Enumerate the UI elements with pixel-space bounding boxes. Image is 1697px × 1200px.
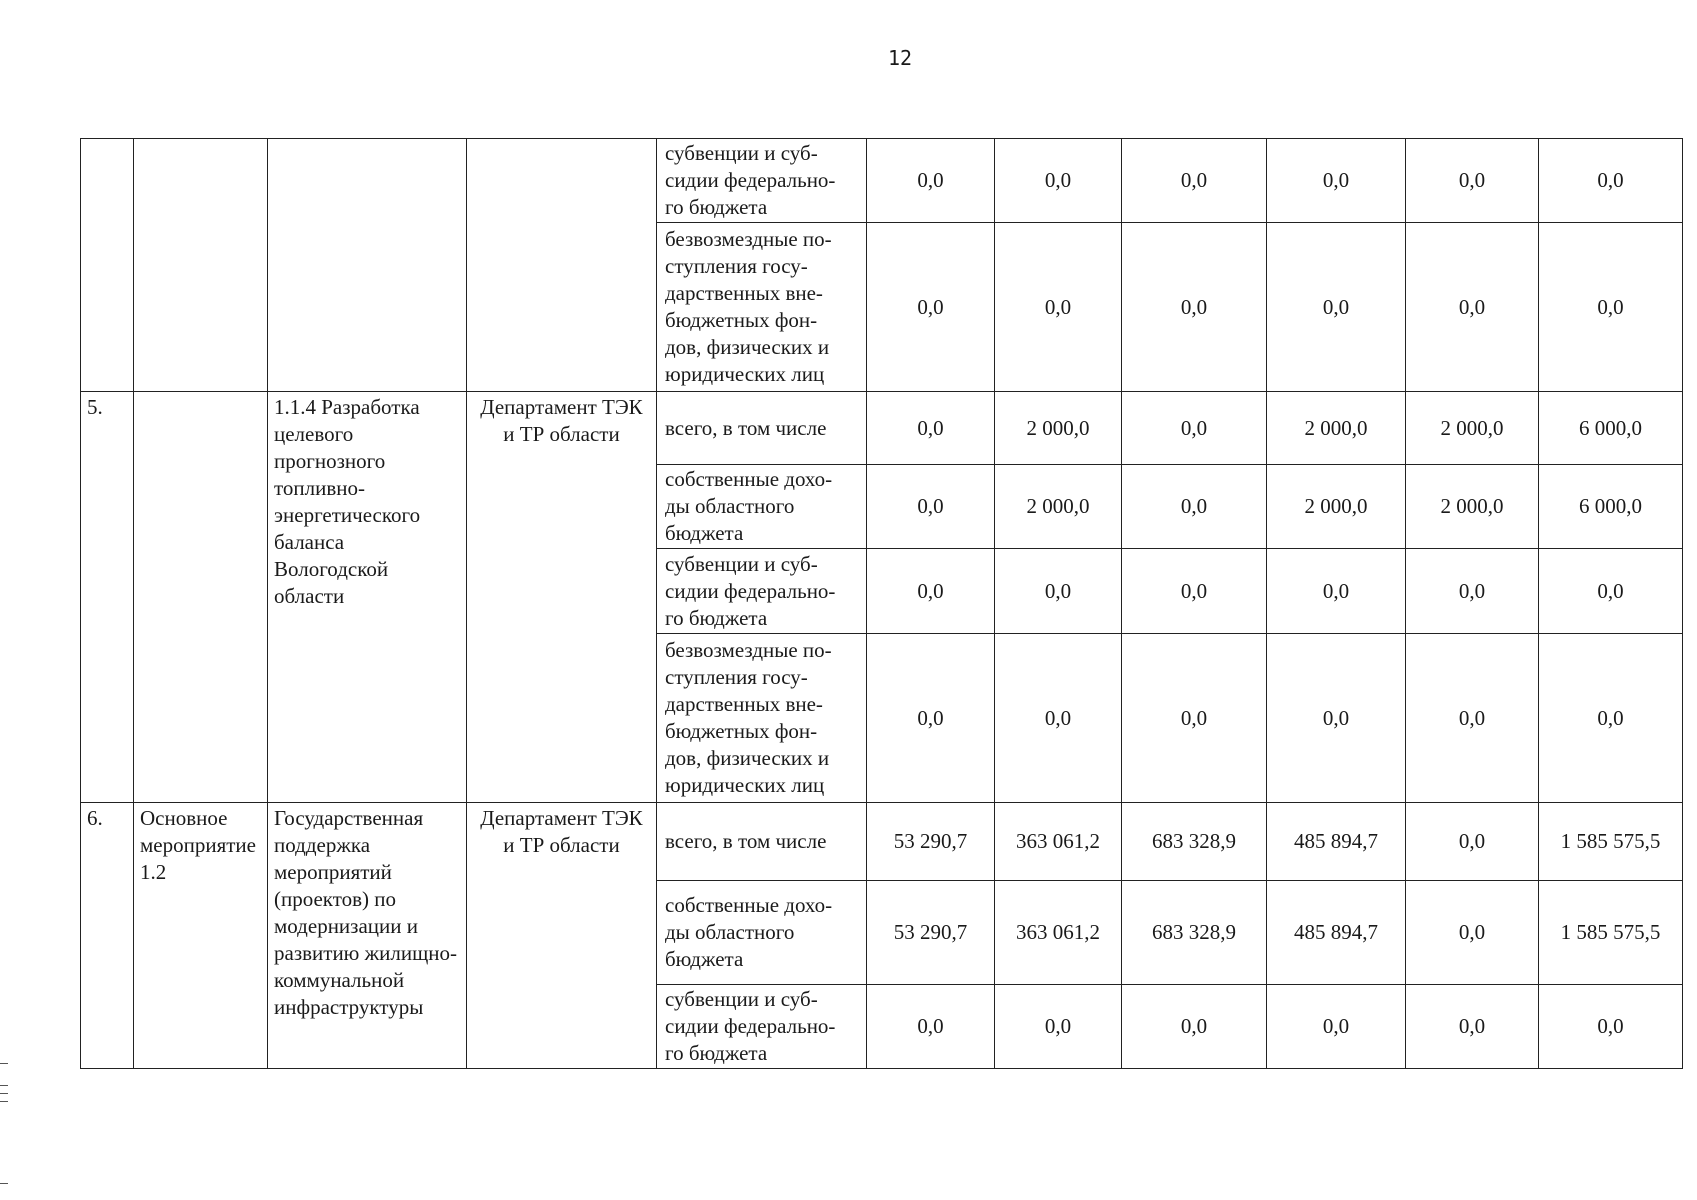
table-row xyxy=(81,392,1683,465)
page-number: 12 xyxy=(887,46,913,70)
amount-cell: 0,0 xyxy=(1539,223,1683,392)
amount-cell: 2 000,0 xyxy=(1267,465,1406,549)
amount-cell: 0,0 xyxy=(995,985,1122,1069)
funding-source-cell xyxy=(657,392,867,465)
amount-cell: 0,0 xyxy=(1267,139,1406,223)
amount-cell: 53 290,7 xyxy=(867,803,995,881)
amount-cell: 0,0 xyxy=(1406,139,1539,223)
margin-mark xyxy=(0,1085,8,1086)
funding-source-line: юридических лиц xyxy=(665,773,825,797)
amount-cell: 0,0 xyxy=(867,634,995,803)
funding-source-cell xyxy=(657,803,867,881)
budget-table xyxy=(80,138,1683,1069)
amount-cell: 0,0 xyxy=(1539,139,1683,223)
funding-source-line: бюджетных фон- xyxy=(665,719,818,743)
amount-cell: 0,0 xyxy=(995,549,1122,634)
margin-mark xyxy=(0,1093,8,1094)
amount-cell: 0,0 xyxy=(1539,985,1683,1069)
amount-cell: 0,0 xyxy=(1406,881,1539,985)
event-name-cell: Государственная поддержка мероприятий (проектов) по модернизации и развитию жилищно-коммунальной инфраструктуры xyxy=(268,803,467,1069)
amount-cell: 363 061,2 xyxy=(995,803,1122,881)
amount-cell: 683 328,9 xyxy=(1122,803,1267,881)
funding-source-line: бюджетных фон- xyxy=(665,308,818,332)
amount-cell: 0,0 xyxy=(1406,223,1539,392)
amount-cell: 0,0 xyxy=(1267,223,1406,392)
funding-source-line: дов, физических и xyxy=(665,335,830,359)
amount-cell: 0,0 xyxy=(1122,139,1267,223)
funding-source-line: дарственных вне- xyxy=(665,281,823,305)
amount-cell: 1 585 575,5 xyxy=(1539,881,1683,985)
amount-cell: 6 000,0 xyxy=(1539,392,1683,465)
amount-cell: 0,0 xyxy=(1539,549,1683,634)
funding-source-line: субвенции и суб- xyxy=(665,987,818,1011)
amount-cell: 0,0 xyxy=(1267,634,1406,803)
funding-source-cell xyxy=(657,634,867,803)
amount-cell: 485 894,7 xyxy=(1267,803,1406,881)
amount-cell: 0,0 xyxy=(867,392,995,465)
margin-mark xyxy=(0,1101,8,1102)
amount-cell: 363 061,2 xyxy=(995,881,1122,985)
funding-source-cell xyxy=(657,881,867,985)
amount-cell: 1 585 575,5 xyxy=(1539,803,1683,881)
funding-source-cell xyxy=(657,549,867,634)
amount-cell: 683 328,9 xyxy=(1122,881,1267,985)
amount-cell: 0,0 xyxy=(1122,223,1267,392)
amount-cell: 485 894,7 xyxy=(1267,881,1406,985)
event-name-cell xyxy=(268,139,467,392)
row-number-cell: 6. xyxy=(81,803,134,1069)
table-body xyxy=(81,139,1683,1069)
executor-cell: Департамент ТЭК и ТР области xyxy=(467,803,657,1069)
amount-cell: 2 000,0 xyxy=(1267,392,1406,465)
amount-cell: 0,0 xyxy=(1267,549,1406,634)
funding-source-line: собственные дохо- xyxy=(665,893,833,917)
amount-cell: 53 290,7 xyxy=(867,881,995,985)
amount-cell: 0,0 xyxy=(1406,549,1539,634)
amount-cell: 0,0 xyxy=(1406,985,1539,1069)
amount-cell: 2 000,0 xyxy=(995,392,1122,465)
amount-cell: 2 000,0 xyxy=(1406,392,1539,465)
amount-cell: 0,0 xyxy=(1122,634,1267,803)
funding-source-line: безвозмездные по- xyxy=(665,638,832,662)
funding-source-cell xyxy=(657,223,867,392)
amount-cell: 0,0 xyxy=(1406,634,1539,803)
event-cell xyxy=(134,139,268,392)
amount-cell: 0,0 xyxy=(1122,392,1267,465)
table-row xyxy=(81,139,1683,223)
amount-cell: 0,0 xyxy=(867,549,995,634)
amount-cell: 0,0 xyxy=(867,223,995,392)
funding-source-cell xyxy=(657,139,867,223)
amount-cell: 0,0 xyxy=(1122,465,1267,549)
funding-source-line: ступления госу- xyxy=(665,254,808,278)
amount-cell: 0,0 xyxy=(995,223,1122,392)
funding-source-line: сидии федерально- xyxy=(665,578,836,603)
funding-source-line: дов, физических и xyxy=(665,746,830,770)
executor-cell xyxy=(467,139,657,392)
row-number-cell: 5. xyxy=(81,392,134,803)
funding-source-cell xyxy=(657,985,867,1069)
amount-cell: 0,0 xyxy=(1122,985,1267,1069)
amount-cell: 2 000,0 xyxy=(995,465,1122,549)
funding-source-line: всего, в том числе xyxy=(665,415,827,440)
table-row xyxy=(81,803,1683,881)
funding-source-line: го бюджета xyxy=(665,1041,768,1065)
amount-cell: 0,0 xyxy=(867,985,995,1069)
funding-source-line: юридических лиц xyxy=(665,362,825,386)
row-number-cell xyxy=(81,139,134,392)
amount-cell: 0,0 xyxy=(1539,634,1683,803)
event-cell: Основное мероприятие 1.2 xyxy=(134,803,268,1069)
amount-cell: 0,0 xyxy=(867,139,995,223)
funding-source-line: бюджета xyxy=(665,521,744,545)
event-cell xyxy=(134,392,268,803)
funding-source-line: субвенции и суб- xyxy=(665,551,818,576)
funding-source-line: субвенции и суб- xyxy=(665,141,818,165)
funding-source-line: ступления госу- xyxy=(665,665,808,689)
funding-source-line: безвозмездные по- xyxy=(665,227,832,251)
amount-cell: 2 000,0 xyxy=(1406,465,1539,549)
funding-source-line: сидии федерально- xyxy=(665,168,836,192)
funding-source-cell xyxy=(657,465,867,549)
amount-cell: 0,0 xyxy=(1406,803,1539,881)
margin-mark xyxy=(0,1063,8,1064)
amount-cell: 0,0 xyxy=(995,634,1122,803)
funding-source-line: го бюджета xyxy=(665,195,768,219)
funding-source-line: всего, в том числе xyxy=(665,829,827,853)
event-name-cell: 1.1.4 Разработка целевого прогнозного топливно-энергетического баланса Вологодской области xyxy=(268,392,467,803)
executor-cell: Департамент ТЭК и ТР области xyxy=(467,392,657,803)
amount-cell: 0,0 xyxy=(1122,549,1267,634)
amount-cell: 0,0 xyxy=(867,465,995,549)
amount-cell: 0,0 xyxy=(1267,985,1406,1069)
funding-source-line: ды областного xyxy=(665,494,795,518)
funding-source-line: бюджета xyxy=(665,947,744,971)
margin-mark xyxy=(0,1183,8,1184)
amount-cell: 0,0 xyxy=(995,139,1122,223)
amount-cell: 6 000,0 xyxy=(1539,465,1683,549)
funding-source-line: ды областного xyxy=(665,920,795,944)
funding-source-line: го бюджета xyxy=(665,605,768,630)
funding-source-line: дарственных вне- xyxy=(665,692,823,716)
funding-source-line: сидии федерально- xyxy=(665,1014,836,1038)
funding-source-line: собственные дохо- xyxy=(665,467,833,491)
